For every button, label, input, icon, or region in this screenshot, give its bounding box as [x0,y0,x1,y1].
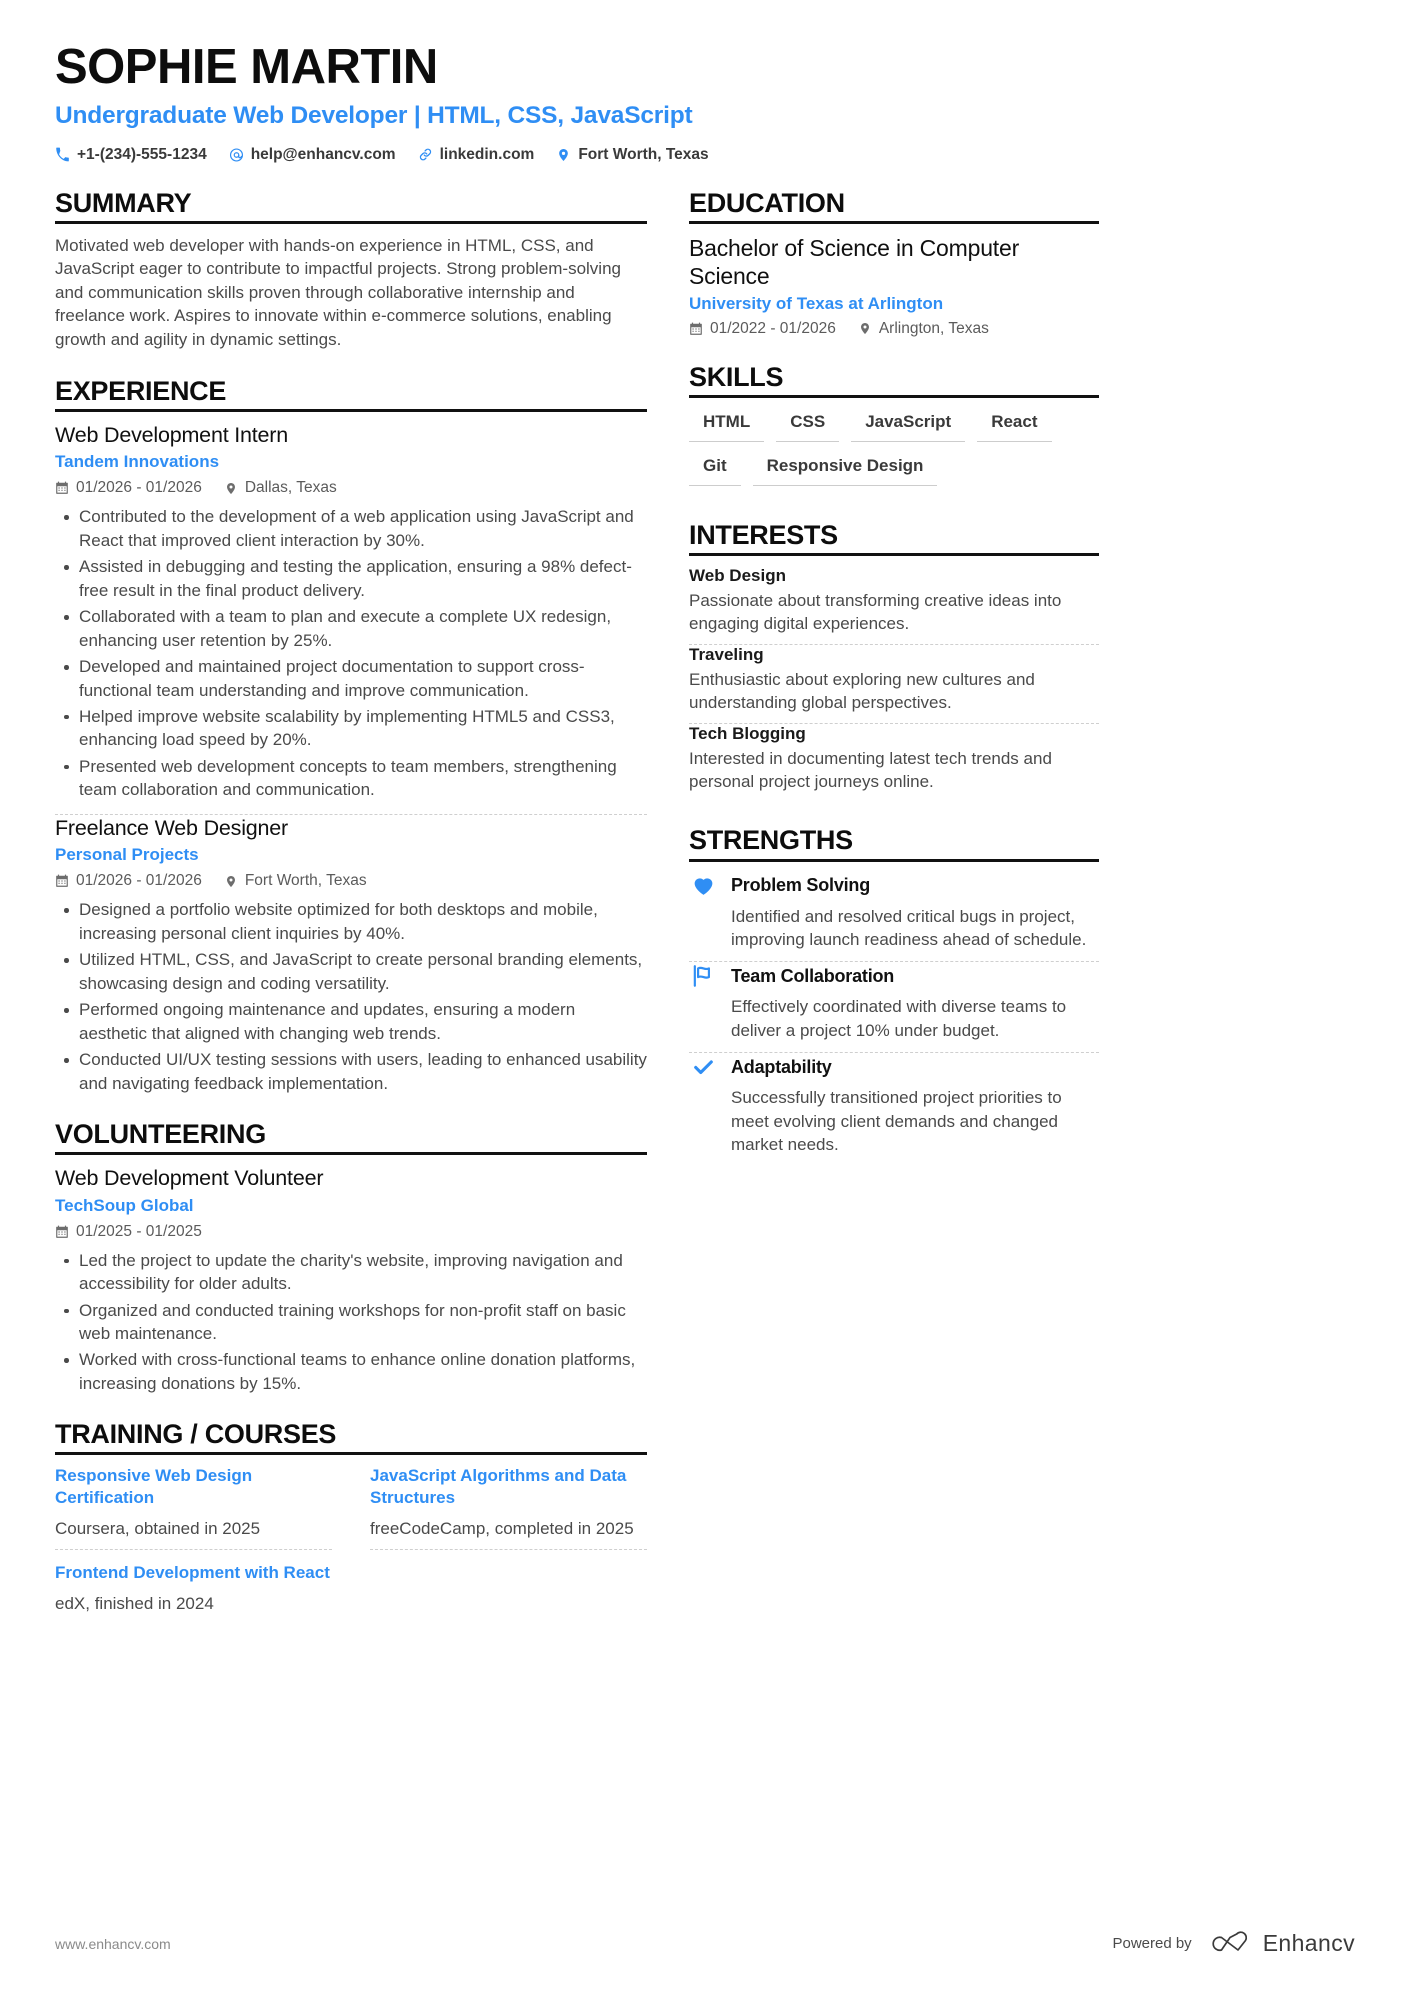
section-volunteering [55,1119,647,1395]
bullet: Helped improve website scalability by implementing HTML5 and CSS3, enhancing load speed by 20%. [77,705,647,752]
footer-branding [1112,1930,1355,1957]
course-provider: Coursera, obtained in 2025 [55,1518,261,1538]
contact-phone[interactable] [55,146,207,164]
education-entry [689,234,1099,338]
resume-header [55,40,1355,170]
skills-list [689,408,1099,496]
calendar-icon [55,481,69,495]
section-title-strengths: STRENGTHS [689,825,1099,861]
section-summary [55,188,647,352]
section-strengths [689,825,1099,1166]
course-item [370,1465,647,1549]
entry-role: Freelance Web Designer [55,815,289,840]
strength-name: Adaptability [731,1056,832,1077]
resume-columns [55,188,1355,1640]
section-education [689,188,1099,338]
calendar-icon [689,322,703,336]
skill-chip: React [977,408,1051,442]
powered-by-label: Powered by [1112,1935,1192,1952]
section-title-volunteering: VOLUNTEERING [55,1119,647,1155]
entry-dates [55,872,202,890]
bullet: Presented web development concepts to team members, strengthening team collaboration and communication. [77,755,647,802]
strength-desc: Identified and resolved critical bugs in project, improving launch readiness ahead of schedule. [731,906,1087,949]
flag-icon [689,962,717,990]
entry-organization: Tandem Innovations [55,452,220,472]
entry-location-text: Dallas, Texas [244,479,337,497]
entry-dates-text: 01/2025 - 01/2025 [76,1222,202,1240]
contact-email[interactable] [229,146,396,164]
education-degree: Bachelor of Science in Computer Science [689,234,1020,289]
entry-dates [55,479,202,497]
candidate-headline: Undergraduate Web Developer | HTML, CSS, JavaScript [55,101,693,129]
entry-meta [689,320,1099,338]
bullet: Conducted UI/UX testing sessions with users, leading to enhanced usability and navigating feedback implementation. [77,1048,647,1095]
left-column [55,188,647,1640]
bullet: Worked with cross-functional teams to enhance online donation platforms, increasing donations by 15%. [77,1348,647,1395]
interest-name: Web Design [689,565,786,585]
strength-item [689,962,1099,1052]
candidate-name: SOPHIE MARTIN [55,40,438,94]
entry-role: Web Development Volunteer [55,1166,324,1191]
interest-name: Traveling [689,644,764,664]
course-provider: freeCodeCamp, completed in 2025 [370,1518,634,1538]
course-item [55,1465,332,1549]
summary-text: Motivated web developer with hands-on experience in HTML, CSS, and JavaScript eager to contribute to impactful projects. Strong problem-solving and communication skills proven through collaborative internship and freelance work. Aspires to innovate within e-commerce solutions, enabling growth and agility in dynamic settings. [55,235,621,350]
course-item [55,1562,332,1624]
entry-meta [55,872,647,890]
interest-item [689,566,1099,644]
skill-chip: JavaScript [851,408,965,442]
course-provider: edX, finished in 2024 [55,1593,214,1613]
entry-location-text: Arlington, Texas [878,319,989,337]
location-icon [224,874,238,888]
strength-item [689,872,1099,962]
interest-name: Tech Blogging [689,723,806,743]
entry-location [224,872,367,890]
section-title-interests: INTERESTS [689,520,1099,556]
training-grid [55,1465,647,1635]
heart-icon [689,872,717,900]
entry-location-text: Fort Worth, Texas [244,872,367,890]
section-title-education: EDUCATION [689,188,1099,224]
section-skills [689,362,1099,496]
bullet: Performed ongoing maintenance and updates, ensuring a modern aesthetic that aligned with changing web trends. [77,998,647,1045]
location-icon [224,481,238,495]
location-icon [858,322,872,336]
enhancv-mark-icon [1208,1931,1254,1957]
interest-desc: Passionate about transforming creative ideas into engaging digital experiences. [689,590,1062,634]
entry-bullets [55,505,647,801]
entry-bullets [55,1249,647,1396]
section-interests [689,520,1099,802]
interest-desc: Interested in documenting latest tech trends and personal project journeys online. [689,748,1052,791]
phone-icon [55,147,70,162]
course-name: Responsive Web Design Certification [55,1466,253,1508]
strength-name: Team Collaboration [731,965,895,986]
strength-desc: Effectively coordinated with diverse teams to deliver a project 10% under budget. [731,997,1067,1040]
bullet: Collaborated with a team to plan and execute a complete UX redesign, enhancing user retention by 25%. [77,605,647,652]
bullet: Organized and conducted training workshops for non-profit staff on basic web maintenance. [77,1299,647,1346]
entry-meta [55,479,647,497]
skill-chip: CSS [776,408,839,442]
calendar-icon [55,1225,69,1239]
education-school: University of Texas at Arlington [689,293,944,313]
section-title-experience: EXPERIENCE [55,376,647,412]
interest-item [689,724,1099,802]
check-icon [689,1053,717,1081]
enhancv-wordmark: Enhancv [1262,1930,1355,1956]
entry-role: Web Development Intern [55,422,289,447]
right-column [689,188,1099,1171]
section-training [55,1419,647,1635]
entry-meta [55,1223,647,1241]
contact-location [556,146,708,164]
contact-email-text: help@enhancv.com [250,145,396,163]
enhancv-logo [1208,1930,1355,1957]
experience-entry [55,815,647,1095]
entry-bullets [55,898,647,1095]
section-title-skills: SKILLS [689,362,1099,398]
entry-dates-text: 01/2026 - 01/2026 [76,479,202,497]
entry-dates-text: 01/2026 - 01/2026 [76,872,202,890]
entry-location [224,479,337,497]
strength-name: Problem Solving [731,875,871,895]
interest-item [689,645,1099,723]
location-icon [556,147,571,162]
strength-desc: Successfully transitioned project priorities to meet evolving client demands and changed market needs. [731,1088,1062,1155]
skill-chip: Responsive Design [753,452,938,486]
skill-chip: Git [689,452,741,486]
page-footer [55,1930,1355,1957]
entry-organization: Personal Projects [55,845,199,865]
skill-chip: HTML [689,408,764,442]
section-experience [55,376,647,1095]
calendar-icon [55,874,69,888]
bullet: Developed and maintained project documentation to support cross-functional team understanding and improve communication. [77,655,647,702]
course-name: Frontend Development with React [55,1562,330,1582]
contact-linkedin[interactable] [418,146,535,164]
bullet: Assisted in debugging and testing the application, ensuring a 98% defect-free result in the final product delivery. [77,555,647,602]
entry-organization: TechSoup Global [55,1195,194,1215]
entry-dates [55,1223,202,1241]
course-name: JavaScript Algorithms and Data Structures [370,1466,627,1508]
volunteering-entry [55,1165,647,1395]
contact-location-text: Fort Worth, Texas [578,145,709,163]
section-title-training: TRAINING / COURSES [55,1419,647,1455]
section-title-summary: SUMMARY [55,188,647,224]
bullet: Designed a portfolio website optimized for both desktops and mobile, increasing personal client inquiries by 40%. [77,898,647,945]
entry-dates-text: 01/2022 - 01/2026 [710,319,836,337]
contact-linkedin-text: linkedin.com [439,145,535,163]
footer-website[interactable]: www.enhancv.com [55,1935,171,1952]
contact-phone-text: +1-(234)-555-1234 [77,145,207,163]
interest-desc: Enthusiastic about exploring new cultures and understanding global perspectives. [689,669,1035,713]
bullet: Utilized HTML, CSS, and JavaScript to create personal branding elements, showcasing design and coding versatility. [77,948,647,995]
contact-row [55,146,1355,164]
experience-entry [55,422,647,802]
bullet: Contributed to the development of a web application using JavaScript and React that improved client interaction by 30%. [77,505,647,552]
bullet: Led the project to update the charity's website, improving navigation and accessibility for older adults. [77,1249,647,1296]
entry-dates [689,320,836,338]
link-icon [418,147,433,162]
email-icon [229,147,244,162]
entry-location [858,320,989,338]
strength-item [689,1053,1099,1166]
